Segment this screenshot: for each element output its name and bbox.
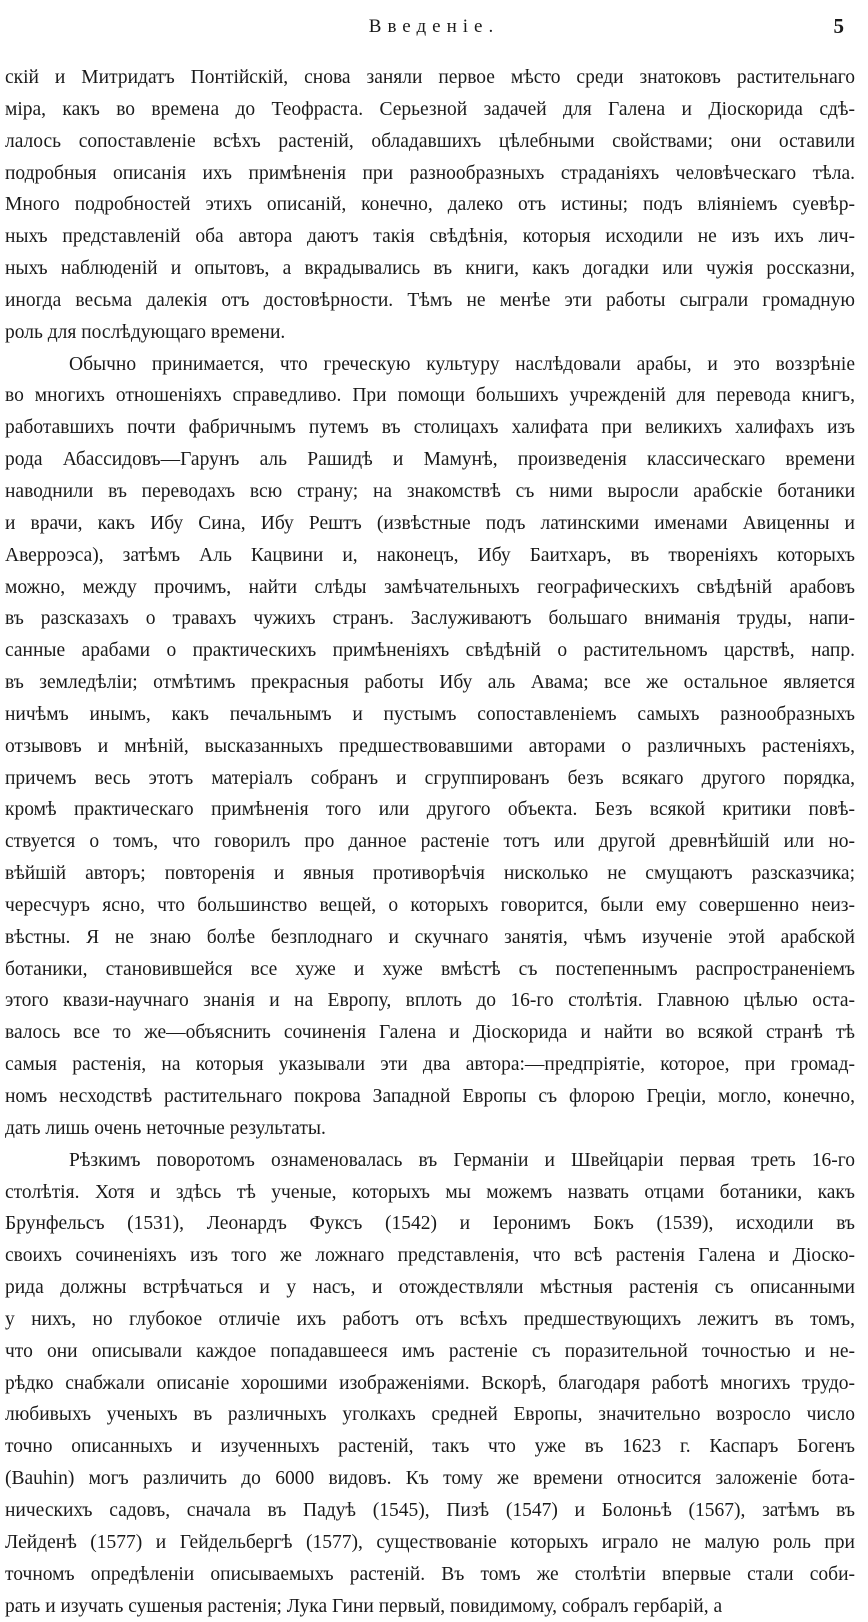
text-line: кромѣ практическаго примѣненія того или другого объекта. Безъ всякой критики повѣ- [5,794,855,826]
text-line: ныхъ наблюденій и опытовъ, а вкрадывались въ книги, какъ догадки или чужія россказни, [5,253,855,285]
paragraph [5,62,855,349]
text-line: рода Абассидовъ—Гарунъ аль Рашидѣ и Мамунѣ, произведенія классическаго времени [5,444,855,476]
text-line: вѣйшій авторъ; повторенія и явныя противорѣчія нисколько не смущаютъ разсказчика; [5,858,855,890]
text-line: номъ несходствѣ растительнаго покрова Западной Европы съ флорою Греціи, могло, конечно, [5,1081,855,1113]
text-line: что они описывали каждое попадавшееся имъ растеніе съ поразительной точностью и не- [5,1336,855,1368]
text-line: лалось сопоставленіе всѣхъ растеній, обладавшихъ цѣлебными свойствами; они оставили [5,126,855,158]
text-line: можно, между прочимъ, найти слѣды замѣчательныхъ географическихъ свѣдѣній арабовъ [5,572,855,604]
text-line: Аверроэса), затѣмъ Аль Кацвини и, наконецъ, Ибу Баитхаръ, въ твореніяхъ которыхъ [5,540,855,572]
text-line: отзывовъ и мнѣній, высказанныхъ предшествовавшими авторами о различныхъ растеніяхъ, [5,731,855,763]
page-number: 5 [834,14,845,39]
text-line: міра, какъ во времена до Теофраста. Серьезной задачей для Галена и Діоскорида сдѣ- [5,94,855,126]
text-line: санные арабами о практическихъ примѣненіяхъ свѣдѣній о растительномъ царствѣ, напр. [5,635,855,667]
text-line: въ разсказахъ о травахъ чужихъ странъ. Заслуживаютъ большаго вниманія труды, напи- [5,603,855,635]
running-head [0,14,868,44]
text-line: ствуется о томъ, что говорилъ про данное растеніе тотъ или другой древнѣйшій или но- [5,826,855,858]
text-line: роль для послѣдующаго времени. [5,317,855,349]
text-line: подробныя описанія ихъ примѣненія при разнообразныхъ страданіяхъ человѣческаго тѣла. [5,158,855,190]
body-text [5,62,855,1622]
text-line: Лейденѣ (1577) и Гейдельбергѣ (1577), существованіе которыхъ играло не малую роль при [5,1527,855,1559]
text-line: ботаники, становившейся все хуже и хуже вмѣстѣ съ постепеннымъ распространеніемъ [5,954,855,986]
text-line: рать и изучать сушеныя растенія; Лука Гини первый, повидимому, собралъ гербарій, а [5,1591,855,1622]
text-line: этого квази-научнаго знанія и на Европу, вплоть до 16-го столѣтія. Главною цѣлью оста- [5,985,855,1017]
text-line: рѣдко снабжали описаніе хорошими изображеніями. Вскорѣ, благодаря работѣ многихъ трудо- [5,1368,855,1400]
text-line: иногда весьма далекія отъ достовѣрности. Тѣмъ не менѣе эти работы сыграли громадную [5,285,855,317]
text-line: точно описанныхъ и изученныхъ растеній, такъ что уже въ 1623 г. Каспаръ Богенъ [5,1431,855,1463]
text-line: и врачи, какъ Ибу Сина, Ибу Рештъ (извѣстные подъ латинскими именами Авиценны и [5,508,855,540]
text-line: дать лишь очень неточные результаты. [5,1113,855,1145]
text-line: рида должны встрѣчаться и у насъ, и отождествляли мѣстныя растенія съ описанными [5,1272,855,1304]
text-line: ничѣмъ инымъ, какъ печальнымъ и пустымъ сопоставленіемъ самыхъ разнообразныхъ [5,699,855,731]
text-line: любивыхъ ученыхъ въ различныхъ уголкахъ средней Европы, значительно возросло число [5,1399,855,1431]
text-line: въ земледѣліи; отмѣтимъ прекрасныя работы Ибу аль Авама; все же остальное является [5,667,855,699]
text-line: своихъ сочиненіяхъ изъ того же ложнаго представленія, что всѣ растенія Галена и Діоско- [5,1240,855,1272]
text-line: (Bauhin) могъ различить до 6000 видовъ. Къ тому же времени относится заложеніе бота- [5,1463,855,1495]
text-line: скій и Митридатъ Понтійскій, снова заняли первое мѣсто среди знатоковъ растительнаго [5,62,855,94]
text-line: чересчуръ ясно, что большинство вещей, о которыхъ говорится, были ему совершенно неиз- [5,890,855,922]
paragraph [5,1145,855,1622]
text-line: валось все то же—объяснить сочиненія Галена и Діоскорида и найти во всякой странѣ тѣ [5,1017,855,1049]
text-line: вѣстны. Я не знаю болѣе безплоднаго и скучнаго занятія, чѣмъ изученіе этой арабской [5,922,855,954]
text-line: точномъ опредѣленіи описываемыхъ растеній. Въ томъ же столѣтіи впервые стали соби- [5,1559,855,1591]
text-line: работавшихъ почти фабричнымъ путемъ въ столицахъ халифата при великихъ халифахъ изъ [5,412,855,444]
text-line: ническихъ садовъ, сначала въ Падуѣ (1545), Пизѣ (1547) и Болоньѣ (1567), затѣмъ въ [5,1495,855,1527]
text-line: ныхъ представленій оба автора даютъ такія свѣдѣнія, которыя исходили не изъ ихъ лич- [5,221,855,253]
text-line: самыя растенія, на которыя указывали эти два автора:—предпріятіе, которое, при громад- [5,1049,855,1081]
chapter-title: Введеніе. [0,16,868,38]
text-line: столѣтія. Хотя и здѣсь тѣ ученые, которыхъ мы можемъ назвать отцами ботаники, какъ [5,1177,855,1209]
text-line: Обычно принимается, что греческую культуру наслѣдовали арабы, и это воззрѣніе [5,349,855,381]
text-line: причемъ весь этотъ матеріалъ собранъ и сгруппированъ безъ всякаго другого порядка, [5,763,855,795]
text-line: у нихъ, но глубокое отличіе ихъ работъ отъ всѣхъ предшествующихъ лежитъ въ томъ, [5,1304,855,1336]
text-line: во многихъ отношеніяхъ справедливо. При помощи большихъ учрежденій для перевода книгъ, [5,380,855,412]
text-line: наводнили въ переводахъ всю страну; на знакомствѣ съ ними выросли арабскіе ботаники [5,476,855,508]
text-line: Брунфельсъ (1531), Леонардъ Фуксъ (1542) и Іеронимъ Бокъ (1539), исходили въ [5,1208,855,1240]
text-line: Рѣзкимъ поворотомъ ознаменовалась въ Германіи и Швейцаріи первая треть 16-го [5,1145,855,1177]
paragraph [5,349,855,1145]
text-line: Много подробностей этихъ описаній, конечно, далеко отъ истины; подъ вліяніемъ суевѣр- [5,189,855,221]
